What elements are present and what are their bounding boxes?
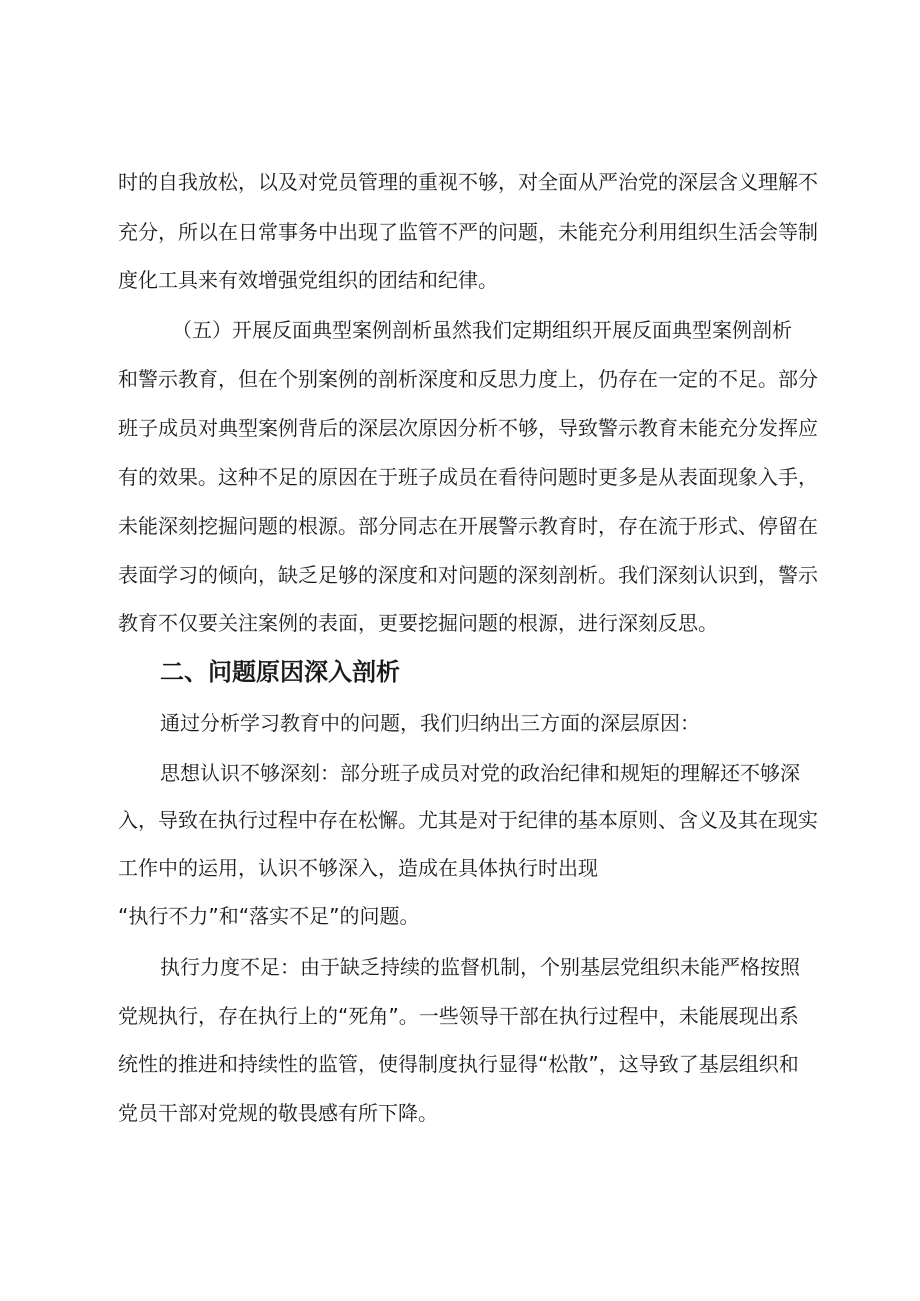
para3-line-3: 工作中的运用，认识不够深入，造成在具体执行时出现 [118, 856, 598, 880]
section-heading: 二、问题原因深入剖析 [160, 658, 400, 686]
para2-line-7: 教育不仅要关注案例的表面，更要挖掘问题的根源，进行深刻反思。 [118, 611, 718, 635]
para4-line-4: 党员干部对党规的敬畏感有所下降。 [118, 1101, 438, 1125]
intro-line: 通过分析学习教育中的问题，我们归纳出三方面的深层原因： [160, 711, 700, 735]
para1-line-3: 度化工具来有效增强党组织的团结和纪律。 [118, 268, 498, 292]
para3-line-2: 入，导致在执行过程中存在松懈。尤其是对于纪律的基本原则、含义及其在现实 [118, 808, 818, 832]
para4-line-3: 统性的推进和持续性的监管，使得制度执行显得“松散”，这导致了基层组织和 [118, 1052, 799, 1076]
para1-line-2: 充分，所以在日常事务中出现了监管不严的问题，未能充分利用组织生活会等制 [118, 220, 818, 244]
para2-line-3: 班子成员对典型案例背后的深层次原因分析不够，导致警示教育未能充分发挥应 [118, 416, 818, 440]
para3-line-4: “执行不力”和“落实不足”的问题。 [118, 904, 420, 928]
para2-line-1: （五）开展反面典型案例剖析虽然我们定期组织开展反面典型案例剖析 [172, 318, 792, 342]
para2-line-4: 有的效果。这种不足的原因在于班子成员在看待问题时更多是从表面现象入手， [118, 465, 818, 489]
para2-line-2: 和警示教育，但在个别案例的剖析深度和反思力度上，仍存在一定的不足。部分 [118, 367, 818, 391]
para4-line-2: 党规执行，存在执行上的“死角”。一些领导干部在执行过程中，未能展现出系 [118, 1004, 799, 1028]
para2-line-6: 表面学习的倾向，缺乏足够的深度和对问题的深刻剖析。我们深刻认识到，警示 [118, 563, 818, 587]
para4-line-1: 执行力度不足：由于缺乏持续的监督机制，个别基层党组织未能严格按照 [160, 955, 800, 979]
para2-line-5: 未能深刻挖掘问题的根源。部分同志在开展警示教育时，存在流于形式、停留在 [118, 514, 818, 538]
para1-line-1: 时的自我放松，以及对党员管理的重视不够，对全面从严治党的深层含义理解不 [118, 170, 818, 194]
para3-line-1: 思想认识不够深刻：部分班子成员对党的政治纪律和规矩的理解还不够深 [160, 761, 800, 785]
